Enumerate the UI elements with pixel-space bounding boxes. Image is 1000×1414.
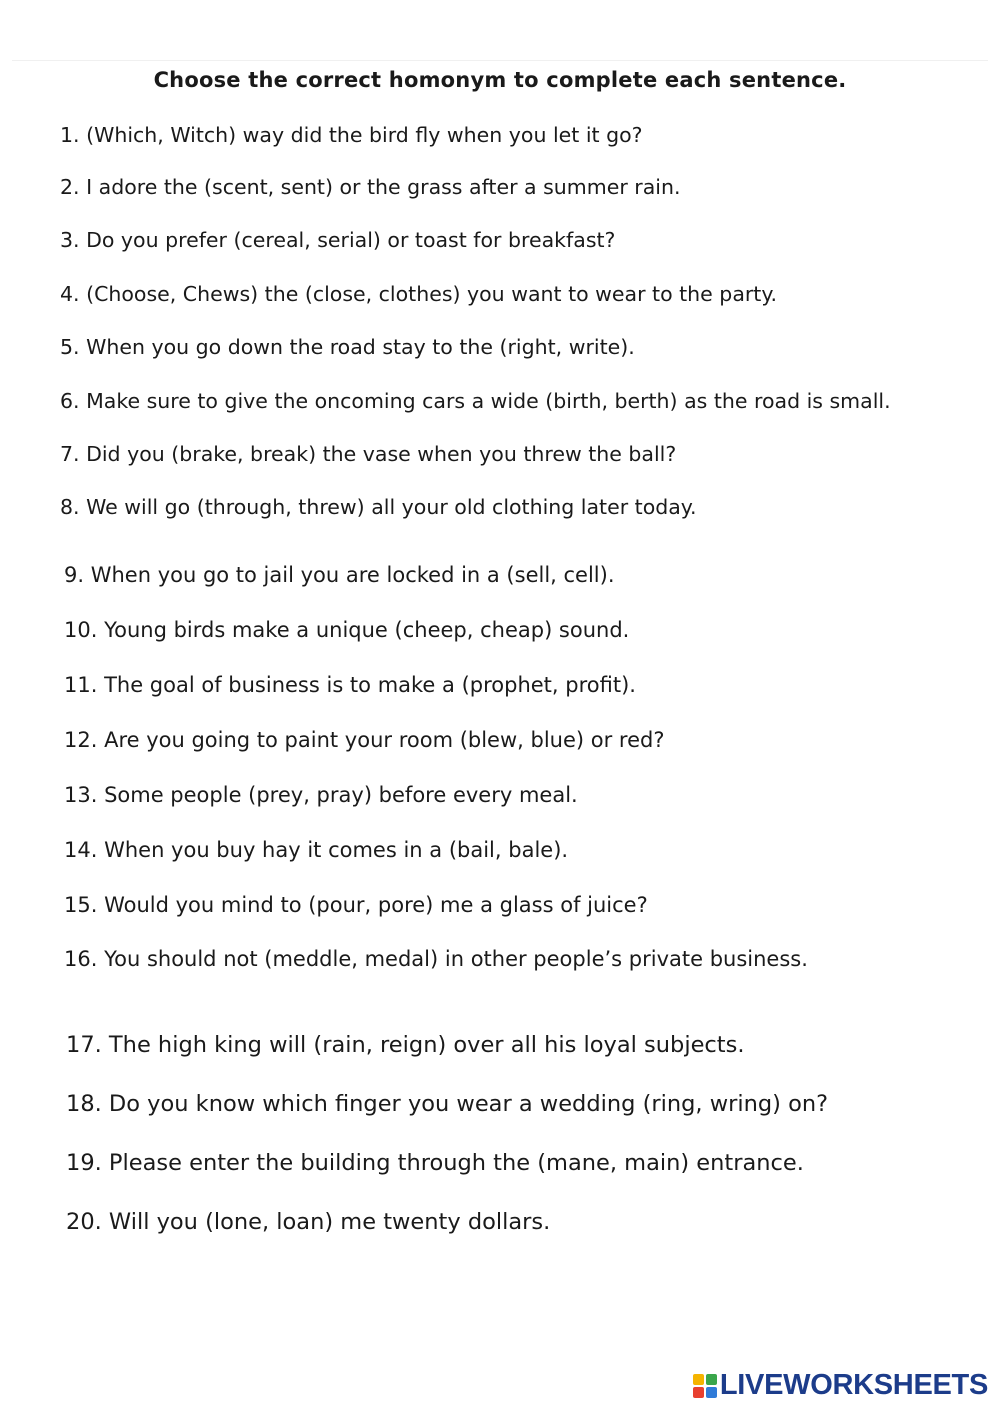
sentence-4: 4. (Choose, Chews) the (close, clothes) you want to wear to the party. (60, 282, 778, 307)
sentence-15: 15. Would you mind to (pour, pore) me a glass of juice? (64, 892, 648, 917)
sentence-11: 11. The goal of business is to make a (prophet, profit). (64, 672, 636, 697)
sentence-16: 16. You should not (meddle, medal) in other people’s private business. (64, 946, 808, 971)
sentence-14: 14. When you buy hay it comes in a (bail, bale). (64, 837, 569, 862)
sentence-17: 17. The high king will (rain, reign) over all his loyal subjects. (66, 1032, 745, 1059)
sentence-8: 8. We will go (through, threw) all your old clothing later today. (60, 495, 697, 520)
sentence-12: 12. Are you going to paint your room (blew, blue) or red? (64, 727, 665, 752)
sentence-7: 7. Did you (brake, break) the vase when you threw the ball? (60, 442, 677, 467)
sentence-10: 10. Young birds make a unique (cheep, cheap) sound. (64, 617, 630, 642)
page-top-edge (12, 60, 988, 61)
liveworksheets-logo (693, 1369, 988, 1402)
sentence-18: 18. Do you know which finger you wear a wedding (ring, wring) on? (66, 1091, 829, 1118)
sentence-1: 1. (Which, Witch) way did the bird fly when you let it go? (60, 123, 643, 148)
worksheet-title: Choose the correct homonym to complete each sentence. (153, 68, 847, 92)
sentence-2: 2. I adore the (scent, sent) or the grass after a summer rain. (60, 175, 681, 200)
sentence-9: 9. When you go to jail you are locked in a (sell, cell). (64, 562, 615, 587)
liveworksheets-logo-icon (693, 1374, 717, 1398)
logo-text: LIVEWORKSHEETS (719, 1369, 988, 1401)
sentence-3: 3. Do you prefer (cereal, serial) or toast for breakfast? (60, 228, 616, 253)
sentence-5: 5. When you go down the road stay to the (right, write). (60, 335, 635, 360)
sentence-20: 20. Will you (lone, loan) me twenty dollars. (66, 1209, 551, 1236)
sentence-13: 13. Some people (prey, pray) before every meal. (64, 782, 578, 807)
sentence-6: 6. Make sure to give the oncoming cars a wide (birth, berth) as the road is small. (60, 389, 891, 414)
sentence-19: 19. Please enter the building through the (mane, main) entrance. (66, 1150, 804, 1177)
